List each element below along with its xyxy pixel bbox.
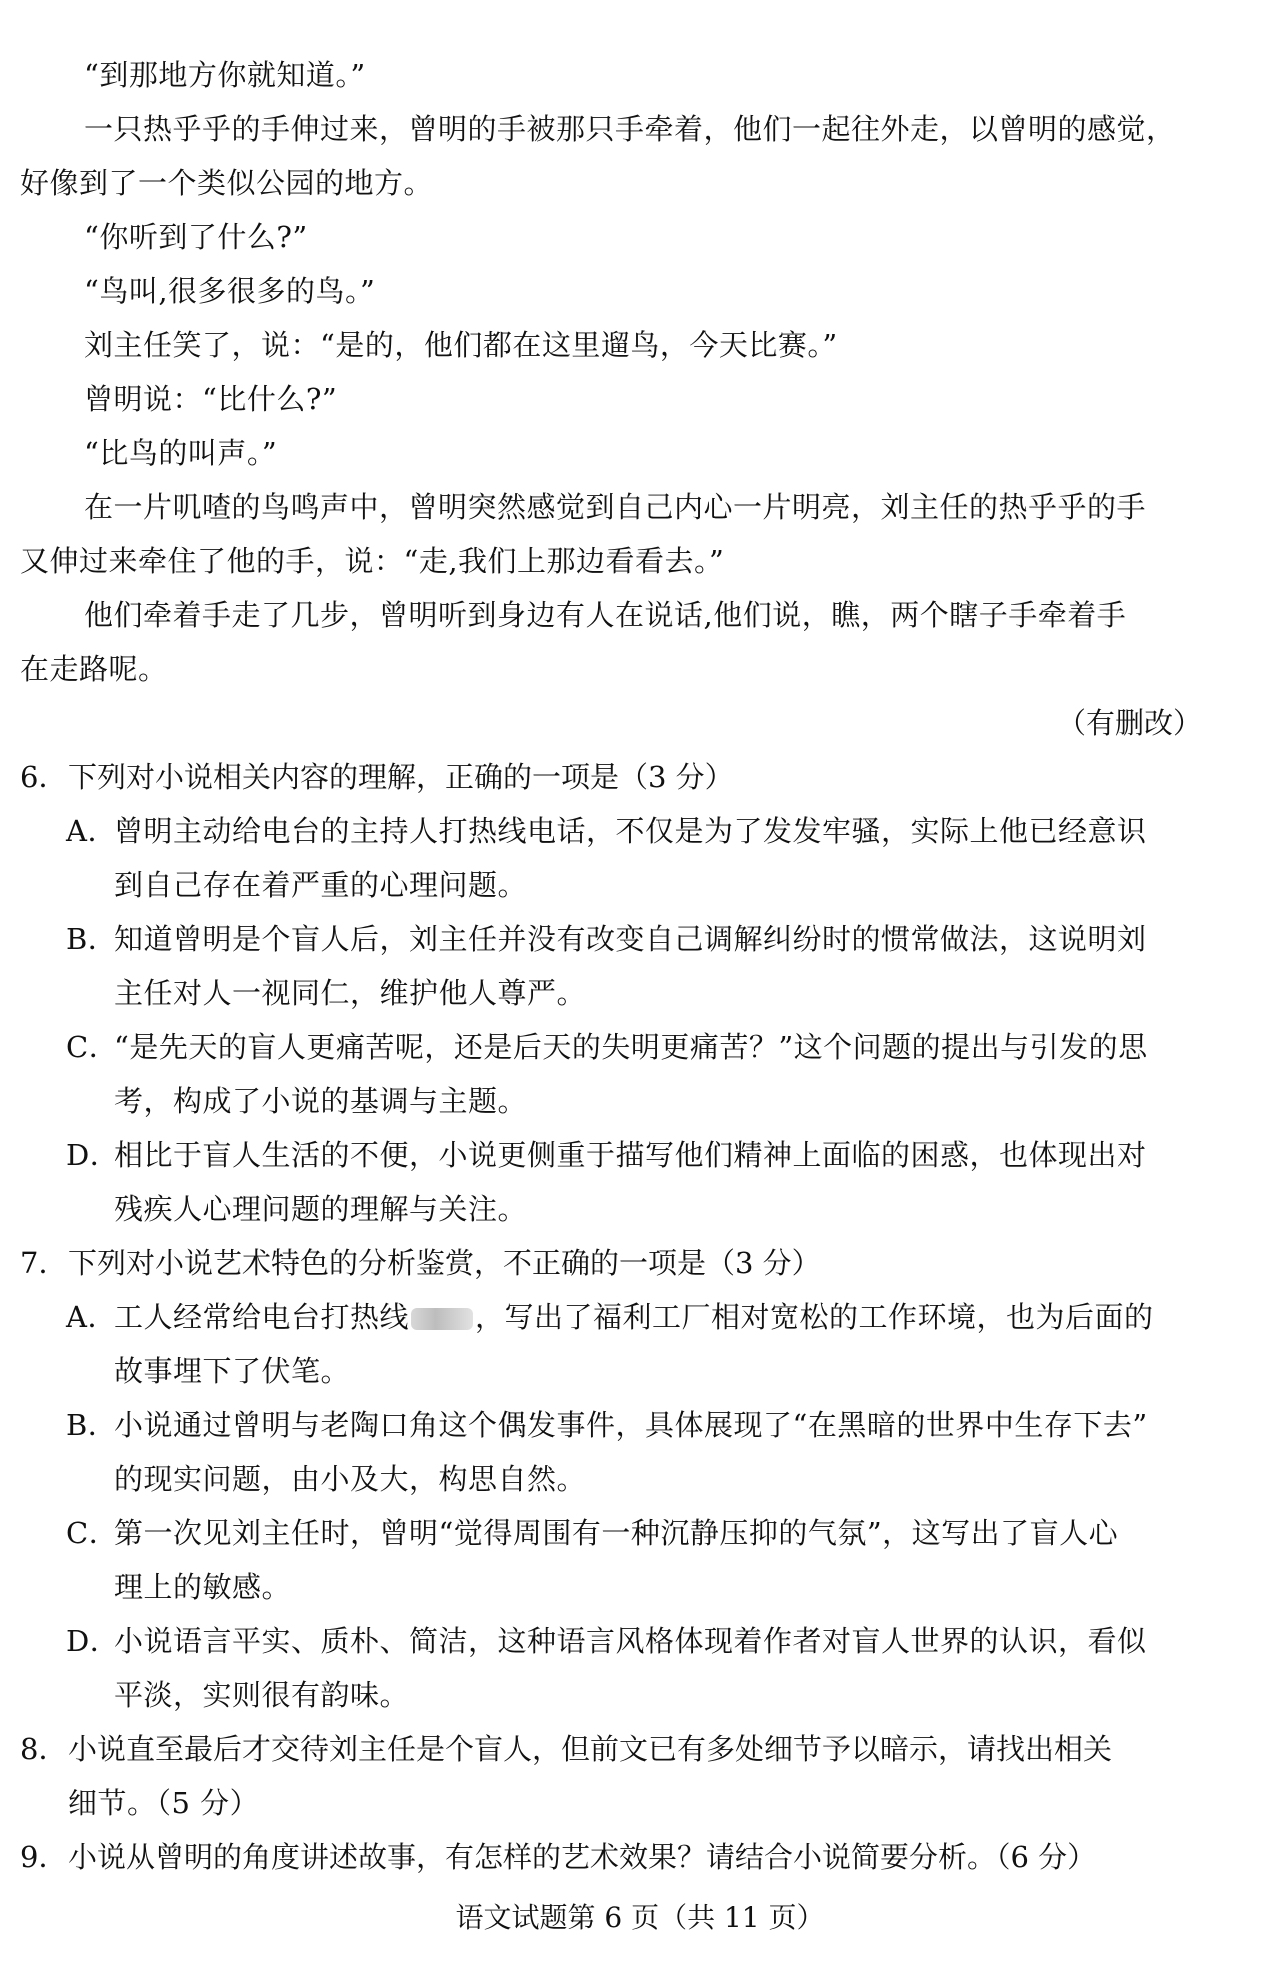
option-text-cont: 平淡，实则很有韵味。 (114, 1678, 410, 1712)
option-text: 相比于盲人生活的不便，小说更侧重于描写他们精神上面临的困惑，也体现出对 (114, 1138, 1147, 1172)
option-letter: D． (66, 1138, 120, 1172)
option-letter: B． (66, 922, 118, 956)
question-stem: 下列对小说艺术特色的分析鉴赏，不正确的一项是（3 分） (68, 1246, 821, 1280)
story-paragraph: “你听到了什么?” (84, 220, 308, 254)
option-text-cont: 主任对人一视同仁，维护他人尊严。 (114, 976, 587, 1010)
story-paragraph: 在一片叽喳的鸟鸣声中，曾明突然感觉到自己内心一片明亮，刘主任的热乎乎的手 (84, 490, 1147, 524)
option-text-cont: 残疾人心理问题的理解与关注。 (114, 1192, 528, 1226)
option-letter: C． (66, 1030, 119, 1064)
option-text-cont: 考，构成了小说的基调与主题。 (114, 1084, 528, 1118)
option-letter: B． (66, 1408, 118, 1442)
story-excerpt (20, 48, 1220, 750)
ink-smudge (411, 1308, 473, 1330)
question-number: 6． (20, 760, 68, 794)
story-paragraph-cont: 好像到了一个类似公园的地方。 (20, 166, 434, 200)
question-stem: 小说从曾明的角度讲述故事，有怎样的艺术效果？请结合小说简要分析。（6 分） (68, 1840, 1097, 1874)
option-letter: A． (66, 814, 117, 848)
story-paragraph: 一只热乎乎的手伸过来，曾明的手被那只手牵着，他们一起往外走，以曾明的感觉， (84, 112, 1176, 146)
option-a (20, 804, 1220, 858)
option-b (20, 1398, 1220, 1452)
option-text-cont: 理上的敏感。 (114, 1570, 292, 1604)
option-text-cont: 故事埋下了伏笔。 (114, 1354, 351, 1388)
option-text: “是先天的盲人更痛苦呢，还是后天的失明更痛苦？”这个问题的提出与引发的思 (114, 1030, 1148, 1064)
story-paragraph: 他们牵着手走了几步，曾明听到身边有人在说话,他们说，瞧，两个瞎子手牵着手 (84, 598, 1127, 632)
option-c (20, 1506, 1220, 1560)
option-text-cont: 到自己存在着严重的心理问题。 (114, 868, 528, 902)
option-text: 工人经常给电台打热线 (114, 1300, 410, 1334)
option-text: 小说语言平实、质朴、简洁，这种语言风格体现着作者对盲人世界的认识，看似 (114, 1624, 1147, 1658)
option-letter: A． (66, 1300, 117, 1334)
source-note: （有删改） (1056, 706, 1202, 740)
option-text: ，写出了福利工厂相对宽松的工作环境，也为后面的 (475, 1300, 1154, 1334)
question-9 (20, 1830, 1220, 1884)
option-text: 第一次见刘主任时，曾明“觉得周围有一种沉静压抑的气氛”，这写出了盲人心 (114, 1516, 1119, 1550)
question-7 (20, 1236, 1220, 1722)
option-letter: D． (66, 1624, 120, 1658)
story-paragraph: “鸟叫,很多很多的鸟。” (84, 274, 376, 308)
story-paragraph-cont: 在走路呢。 (20, 652, 168, 686)
option-text: 小说通过曾明与老陶口角这个偶发事件，具体展现了“在黑暗的世界中生存下去” (114, 1408, 1148, 1442)
option-text: 曾明主动给电台的主持人打热线电话，不仅是为了发发牢骚，实际上他已经意识 (114, 814, 1147, 848)
question-8 (20, 1722, 1220, 1830)
story-paragraph: “比鸟的叫声。” (84, 436, 278, 470)
option-a (20, 1290, 1220, 1344)
question-stem: 下列对小说相关内容的理解，正确的一项是（3 分） (68, 760, 734, 794)
page-footer: 语文试题第 6 页（共 11 页） (455, 1901, 825, 1934)
question-number: 8． (20, 1732, 68, 1766)
option-d (20, 1128, 1220, 1182)
question-number: 9． (20, 1840, 68, 1874)
question-number: 7． (20, 1246, 68, 1280)
question-stem-cont: 细节。（5 分） (68, 1786, 260, 1820)
option-text-cont: 的现实问题，由小及大，构思自然。 (114, 1462, 587, 1496)
story-paragraph-cont: 又伸过来牵住了他的手，说：“走,我们上那边看看去。” (20, 544, 725, 578)
question-stem: 小说直至最后才交待刘主任是个盲人，但前文已有多处细节予以暗示，请找出相关 (68, 1732, 1113, 1766)
option-letter: C． (66, 1516, 119, 1550)
story-paragraph: 曾明说：“比什么?” (84, 382, 338, 416)
option-b (20, 912, 1220, 966)
story-paragraph: “到那地方你就知道。” (84, 58, 366, 92)
option-d (20, 1614, 1220, 1668)
option-c (20, 1020, 1220, 1074)
question-6 (20, 750, 1220, 1236)
option-text: 知道曾明是个盲人后，刘主任并没有改变自己调解纠纷时的惯常做法，这说明刘 (114, 922, 1147, 956)
story-paragraph: 刘主任笑了，说：“是的，他们都在这里遛鸟，今天比赛。” (84, 328, 838, 362)
